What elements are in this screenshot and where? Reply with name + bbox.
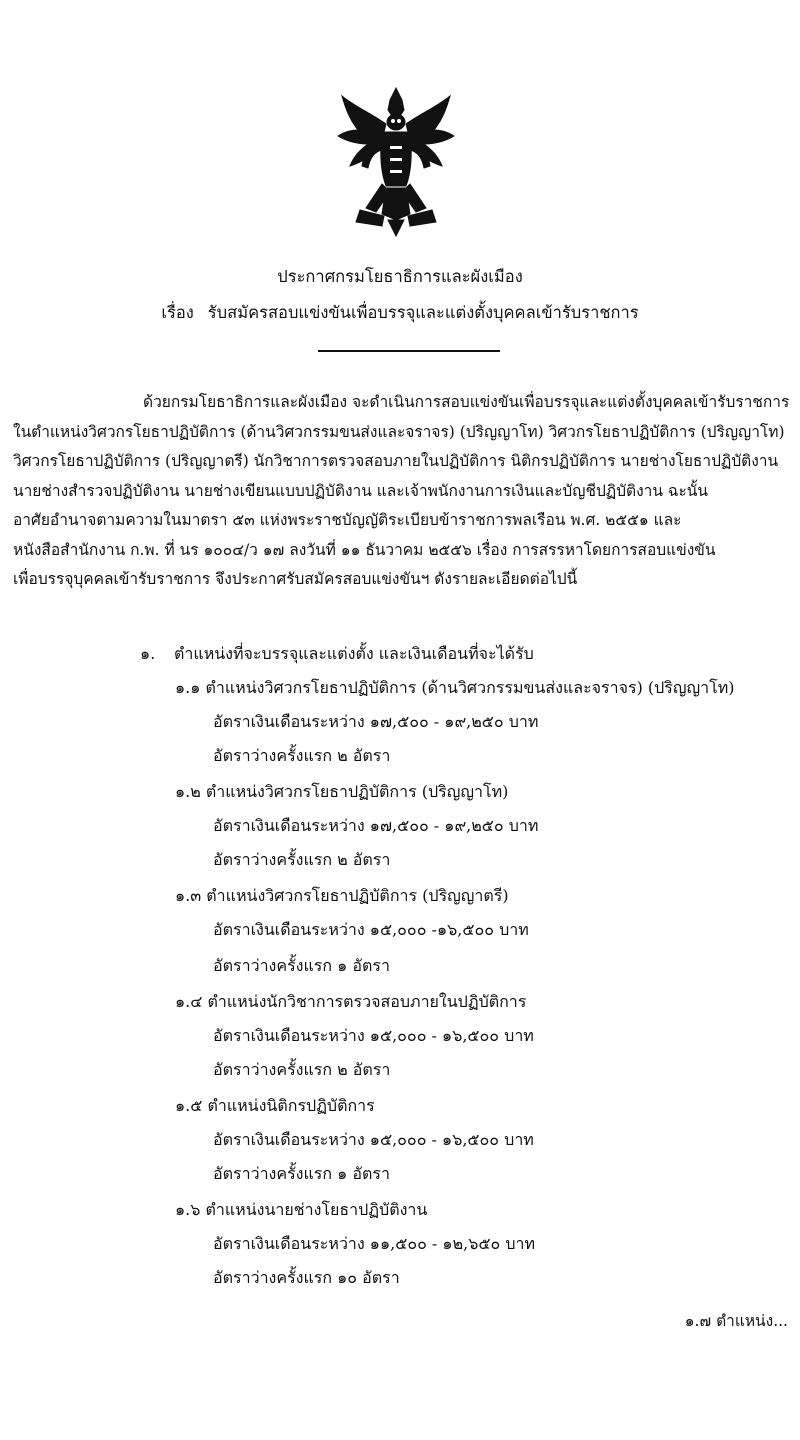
position-vacancies: อัตราว่างครั้งแรก ๒ อัตรา	[213, 850, 391, 869]
intro-paragraph	[13, 388, 790, 595]
position-title: ๑.๑ ตำแหน่งวิศวกรโยธาปฏิบัติการ (ด้านวิศวกรรมขนส่งและจราจร) (ปริญญาโท)	[175, 678, 735, 697]
announcement-subject	[0, 300, 800, 326]
intro-line: อาศัยอำนาจตามความในมาตรา ๕๓ แห่งพระราชบัญญัติระเบียบข้าราชการพลเรือน พ.ศ. ๒๕๕๑ และ	[13, 511, 682, 529]
intro-line: ด้วยกรมโยธาธิการและผังเมือง จะดำเนินการสอบแข่งขันเพื่อบรรจุและแต่งตั้งบุคคลเข้ารับราชการ	[143, 393, 790, 411]
garuda-emblem-icon	[332, 86, 460, 242]
subject-label: เรื่อง	[161, 303, 194, 322]
intro-line: เพื่อบรรจุบุคคลเข้ารับราชการ จึงประกาศรับสมัครสอบแข่งขันฯ ดังรายละเอียดต่อไปนี้	[13, 570, 578, 588]
intro-line: หนังสือสำนักงาน ก.พ. ที่ นร ๑๐๐๔/ว ๑๗ ลงวันที่ ๑๑ ธันวาคม ๒๕๕๖ เรื่อง การสรรหาโดยการสอบแข่งขัน	[13, 540, 716, 559]
position-vacancies: อัตราว่างครั้งแรก ๒ อัตรา	[213, 1060, 391, 1079]
section-title: ตำแหน่งที่จะบรรจุและแต่งตั้ง และเงินเดือนที่จะได้รับ	[174, 644, 534, 663]
position-salary: อัตราเงินเดือนระหว่าง ๑๗,๕๐๐ - ๑๙,๒๕๐ บาท	[213, 712, 539, 731]
section-number: ๑.	[140, 644, 156, 663]
intro-line: วิศวกรโยธาปฏิบัติการ (ปริญญาตรี) นักวิชาการตรวจสอบภายในปฏิบัติการ นิติกรปฏิบัติการ นายช่างโยธาปฏิบัติงาน	[13, 452, 779, 470]
position-title: ๑.๕ ตำแหน่งนิติกรปฏิบัติการ	[175, 1096, 375, 1115]
announcement-title	[0, 264, 800, 290]
title-divider	[318, 350, 500, 352]
intro-line: นายช่างสำรวจปฏิบัติงาน นายช่างเขียนแบบปฏิบัติงาน และเจ้าพนักงานการเงินและบัญชีปฏิบัติงาน ฉะนั้น	[13, 481, 708, 500]
position-salary: อัตราเงินเดือนระหว่าง ๑๕,๐๐๐ - ๑๖,๕๐๐ บาท	[213, 1026, 534, 1045]
position-vacancies: อัตราว่างครั้งแรก ๑ อัตรา	[213, 956, 390, 975]
position-title: ๑.๓ ตำแหน่งวิศวกรโยธาปฏิบัติการ (ปริญญาตรี)	[175, 886, 509, 905]
position-salary: อัตราเงินเดือนระหว่าง ๑๕,๐๐๐ -๑๖,๕๐๐ บาท	[213, 920, 529, 939]
section-heading	[140, 642, 534, 667]
announcement-heading: ประกาศกรมโยธาธิการและผังเมือง	[277, 267, 523, 286]
intro-line: ในตำแหน่งวิศวกรโยธาปฏิบัติการ (ด้านวิศวกรรมขนส่งและจราจร) (ปริญญาโท) วิศวกรโยธาปฏิบัติการ (ปริญญาโท)	[13, 422, 785, 441]
position-title: ๑.๖ ตำแหน่งนายช่างโยธาปฏิบัติงาน	[175, 1200, 428, 1219]
continuation-note: ๑.๗ ตำแหน่ง...	[684, 1312, 788, 1330]
position-vacancies: อัตราว่างครั้งแรก ๑ อัตรา	[213, 1164, 390, 1183]
position-salary: อัตราเงินเดือนระหว่าง ๑๕,๐๐๐ - ๑๖,๕๐๐ บาท	[213, 1130, 534, 1149]
position-vacancies: อัตราว่างครั้งแรก ๒ อัตรา	[213, 746, 391, 765]
subject-text: รับสมัครสอบแข่งขันเพื่อบรรจุและแต่งตั้งบุคคลเข้ารับราชการ	[207, 303, 639, 322]
position-salary: อัตราเงินเดือนระหว่าง ๑๑,๕๐๐ - ๑๒,๖๕๐ บาท	[213, 1234, 536, 1253]
position-salary: อัตราเงินเดือนระหว่าง ๑๗,๕๐๐ - ๑๙,๒๕๐ บาท	[213, 816, 539, 835]
position-title: ๑.๒ ตำแหน่งวิศวกรโยธาปฏิบัติการ (ปริญญาโท)	[175, 782, 509, 801]
position-title: ๑.๔ ตำแหน่งนักวิชาการตรวจสอบภายในปฏิบัติการ	[175, 992, 527, 1011]
position-vacancies: อัตราว่างครั้งแรก ๑๐ อัตรา	[213, 1268, 400, 1287]
